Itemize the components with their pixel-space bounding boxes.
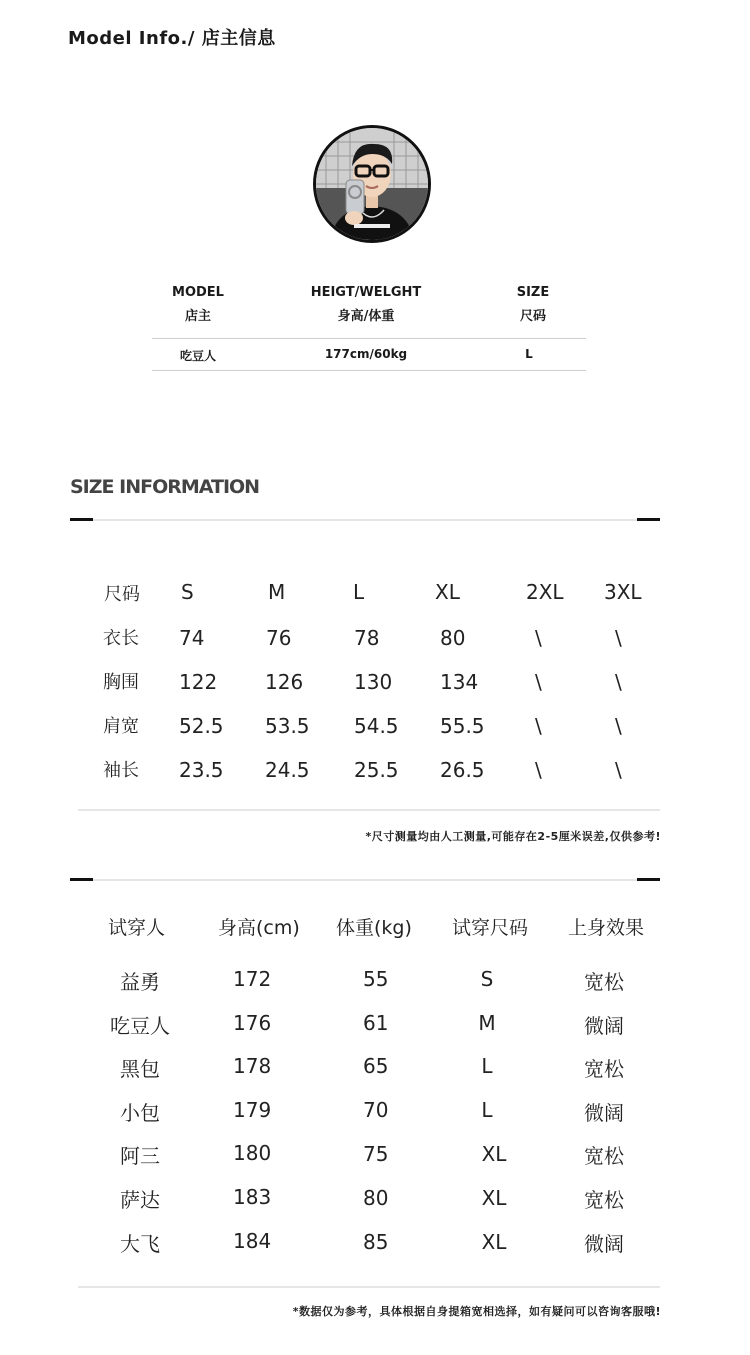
height-weight-header-cn: 身高/体重 bbox=[337, 309, 395, 324]
trial-row-weight: 65 bbox=[363, 1054, 389, 1078]
size-cell: 134 bbox=[440, 670, 479, 694]
trial-row-height: 172 bbox=[233, 967, 272, 991]
trial-row-weight: 75 bbox=[363, 1142, 389, 1166]
page-title: Model Info./ 店主信息 bbox=[68, 28, 276, 49]
size-cell: 76 bbox=[266, 626, 292, 650]
size-header-en: SIZE bbox=[516, 285, 550, 300]
size-table-bottom-rule bbox=[78, 809, 660, 811]
trial-row-weight: 85 bbox=[363, 1230, 389, 1254]
size-cell: 74 bbox=[179, 626, 205, 650]
size-cell: 130 bbox=[354, 670, 393, 694]
trial-row-weight: 61 bbox=[363, 1011, 389, 1035]
trial-row-height: 179 bbox=[233, 1098, 272, 1122]
size-row-label: 袖长 bbox=[103, 760, 139, 781]
size-cell: 26.5 bbox=[440, 758, 485, 782]
model-header-en: MODEL bbox=[172, 285, 224, 300]
trial-header-weight: 体重(kg) bbox=[336, 917, 412, 939]
trial-row-name: 小包 bbox=[120, 1101, 160, 1125]
trial-row-name: 萨达 bbox=[120, 1188, 160, 1212]
size-cell: \ bbox=[615, 626, 622, 650]
size-cell: 126 bbox=[265, 670, 304, 694]
trial-row-name: 益勇 bbox=[120, 970, 160, 994]
trial-header-tester: 试穿人 bbox=[108, 917, 166, 939]
trial-row-fit: 微阔 bbox=[584, 1101, 624, 1125]
size-cell: \ bbox=[535, 626, 542, 650]
size-cell: 80 bbox=[440, 626, 466, 650]
size-table-header-label: 尺码 bbox=[104, 584, 140, 605]
trial-row-height: 178 bbox=[233, 1054, 272, 1078]
size-cell: 53.5 bbox=[265, 714, 310, 738]
size-table-header-l: L bbox=[353, 580, 365, 604]
size-row-label: 肩宽 bbox=[103, 716, 139, 737]
trial-divider-right-mark bbox=[637, 878, 660, 881]
size-cell: \ bbox=[615, 670, 622, 694]
trial-row-fit: 宽松 bbox=[584, 1057, 624, 1081]
height-weight-column-header bbox=[286, 281, 446, 329]
size-row-label: 衣长 bbox=[103, 628, 139, 649]
trial-row-size: XL bbox=[481, 1142, 507, 1166]
trial-data-note: *数据仅为参考，具体根据自身提箱宽相选择，如有疑问可以咨询客服哦! bbox=[292, 1305, 661, 1318]
model-photo-illustration bbox=[316, 128, 428, 240]
trial-row-fit: 宽松 bbox=[584, 970, 624, 994]
size-measurement-note: *尺寸测量均由人工测量,可能存在2-5厘米误差,仅供参考! bbox=[365, 830, 661, 843]
trial-row-height: 180 bbox=[233, 1141, 272, 1165]
size-cell: \ bbox=[615, 714, 622, 738]
size-cell: 55.5 bbox=[440, 714, 485, 738]
size-cell: 52.5 bbox=[179, 714, 224, 738]
size-cell: 54.5 bbox=[354, 714, 399, 738]
size-table-header-xl: XL bbox=[435, 580, 460, 604]
trial-row-height: 183 bbox=[233, 1185, 272, 1209]
size-cell: 24.5 bbox=[265, 758, 310, 782]
size-cell: \ bbox=[535, 670, 542, 694]
size-cell: \ bbox=[535, 758, 542, 782]
height-weight-header-en: HEIGT/WELGHT bbox=[310, 285, 422, 300]
model-name-value: 吃豆人 bbox=[179, 349, 216, 363]
size-table-header-s: S bbox=[181, 580, 194, 604]
trial-row-size: S bbox=[480, 967, 494, 991]
model-avatar bbox=[313, 125, 431, 243]
size-cell: 122 bbox=[179, 670, 218, 694]
trial-row-name: 黑包 bbox=[120, 1057, 160, 1081]
trial-divider bbox=[93, 879, 637, 881]
size-cell: 78 bbox=[354, 626, 380, 650]
trial-row-fit: 微阔 bbox=[584, 1232, 624, 1256]
trial-header-height: 身高(cm) bbox=[218, 917, 300, 939]
model-table-divider-bottom bbox=[152, 370, 586, 371]
trial-row-size: XL bbox=[481, 1186, 507, 1210]
trial-row-size: L bbox=[481, 1054, 493, 1078]
size-row-label: 胸围 bbox=[103, 672, 139, 693]
model-header-cn: 店主 bbox=[184, 309, 211, 324]
section-divider-right-mark bbox=[637, 518, 660, 521]
trial-row-size: XL bbox=[481, 1230, 507, 1254]
section-divider bbox=[93, 519, 637, 521]
size-cell: 25.5 bbox=[354, 758, 399, 782]
trial-row-name: 吃豆人 bbox=[110, 1014, 170, 1038]
section-divider-left-mark bbox=[70, 518, 93, 521]
model-table-divider-top bbox=[152, 338, 586, 339]
trial-row-size: M bbox=[478, 1011, 496, 1035]
trial-table-bottom-rule bbox=[78, 1286, 660, 1288]
size-header-cn: 尺码 bbox=[519, 309, 546, 324]
trial-header-size: 试穿尺码 bbox=[452, 917, 529, 939]
trial-row-weight: 70 bbox=[363, 1098, 389, 1122]
size-cell: \ bbox=[615, 758, 622, 782]
size-column-header bbox=[483, 281, 583, 329]
trial-row-height: 184 bbox=[233, 1229, 272, 1253]
trial-header-fit: 上身效果 bbox=[568, 917, 645, 939]
size-information-title: SIZE INFORMATION bbox=[70, 476, 260, 498]
trial-row-fit: 宽松 bbox=[584, 1188, 624, 1212]
trial-row-fit: 微阔 bbox=[584, 1014, 624, 1038]
trial-row-name: 大飞 bbox=[120, 1232, 160, 1256]
trial-row-size: L bbox=[481, 1098, 493, 1122]
size-cell: 23.5 bbox=[179, 758, 224, 782]
trial-divider-left-mark bbox=[70, 878, 93, 881]
model-height-weight-value: 177cm/60kg bbox=[324, 347, 408, 361]
trial-row-weight: 80 bbox=[363, 1186, 389, 1210]
model-size-value: L bbox=[525, 347, 533, 361]
trial-row-height: 176 bbox=[233, 1011, 272, 1035]
trial-row-name: 阿三 bbox=[120, 1144, 160, 1168]
trial-row-weight: 55 bbox=[363, 967, 389, 991]
trial-row-fit: 宽松 bbox=[584, 1144, 624, 1168]
size-table-header-3xl: 3XL bbox=[604, 580, 642, 604]
size-cell: \ bbox=[535, 714, 542, 738]
size-table-header-2xl: 2XL bbox=[526, 580, 564, 604]
size-table-header-m: M bbox=[268, 580, 286, 604]
model-column-header bbox=[148, 281, 248, 329]
